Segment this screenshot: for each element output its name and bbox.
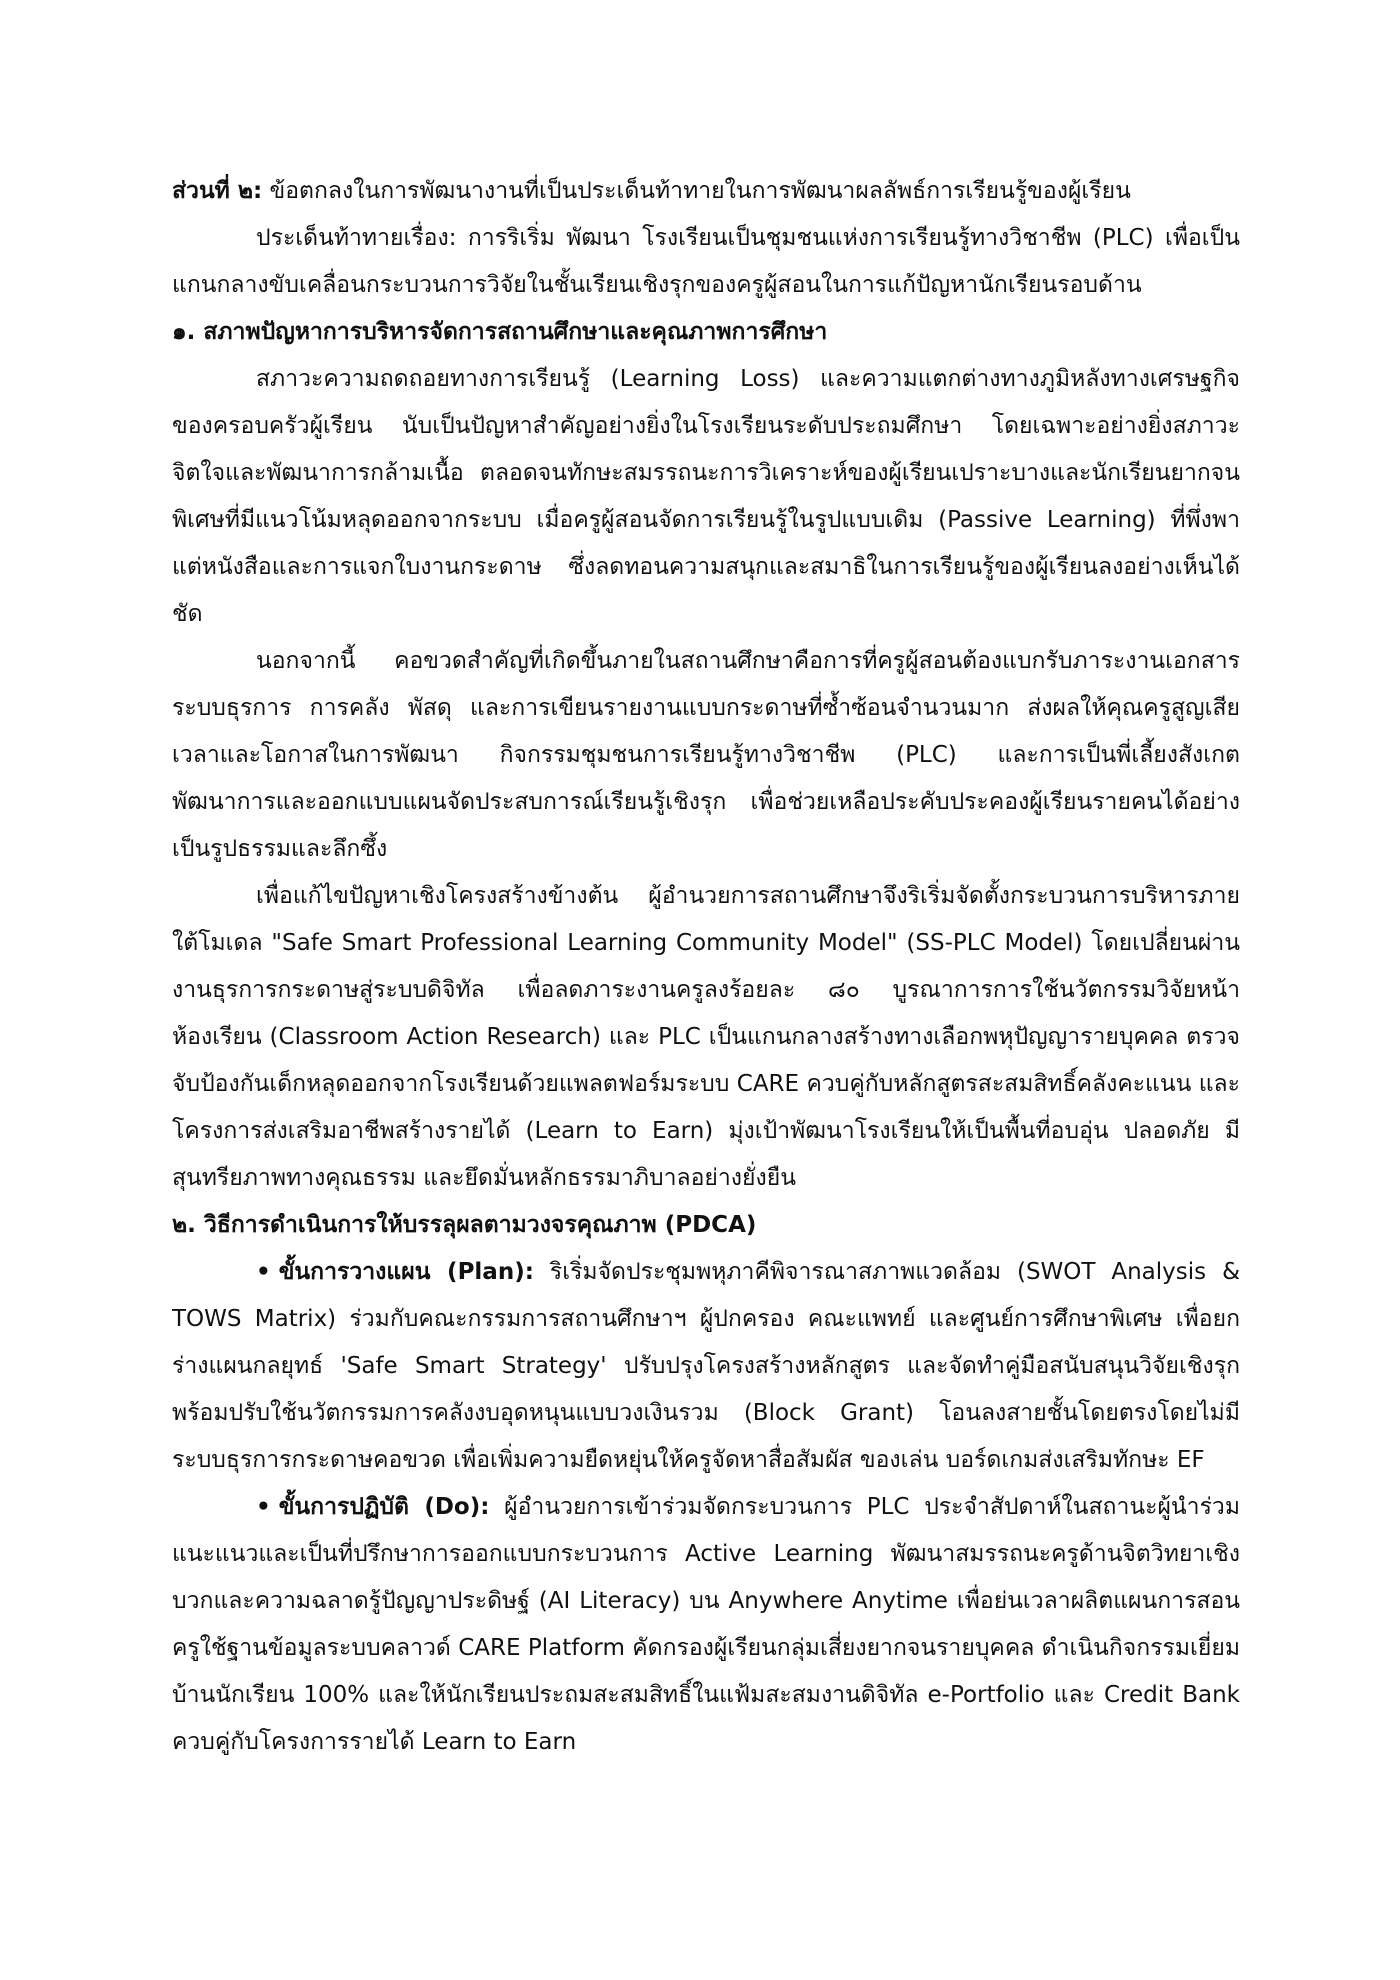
section-1-paragraph-1: สภาวะความถดถอยทางการเรียนรู้ (Learning Loss) และความแตกต่างทางภูมิหลังทางเศรษฐกิจของครอบครัวผู้เรียน นับเป็นปัญหาสำคัญอย่างยิ่งในโรงเรียนระดับประถมศึกษา โดยเฉพาะอย่างยิ่งสภาวะจิตใจและพัฒนาการกล้ามเนื้อ ตลอดจนทักษะสมรรถนะการวิเคราะห์ของผู้เรียนเปราะบางและนักเรียนยากจนพิเศษที่มีแนวโน้มหลุดออกจากระบบ เมื่อครูผู้สอนจัดการเรียนรู้ในรูปแบบเดิม (Passive Learning) ที่พึ่งพาแต่หนังสือและการแจกใบงานกระดาษ ซึ่งลดทอนความสนุกและสมาธิในการเรียนรู้ของผู้เรียนลงอย่างเห็นได้ชัด xyxy=(172,366,1240,627)
plan-paragraph xyxy=(172,1249,1240,1484)
section-1-title: ๑. สภาพปัญหาการบริหารจัดการสถานศึกษาและคุณภาพการศึกษา xyxy=(172,319,828,345)
do-paragraph xyxy=(172,1484,1240,1766)
document-body xyxy=(172,168,1240,1766)
plan-text: ริเริ่มจัดประชุมพหุภาคีพิจารณาสภาพแวดล้อม (SWOT Analysis & TOWS Matrix) ร่วมกับคณะกรรมการสถานศึกษาฯ ผู้ปกครอง คณะแพทย์ และศูนย์การศึกษาพิเศษ เพื่อยกร่างแผนกลยุทธ์ 'Safe Smart Strategy' ปรับปรุงโครงสร้างหลักสูตร และจัดทำคู่มือสนับสนุนวิจัยเชิงรุก พร้อมปรับใช้นวัตกรรมการคลังงบอุดหนุนแบบวงเงินรวม (Block Grant) โอนลงสายชั้นโดยตรงโดยไม่มีระบบธุรการกระดาษคอขวด เพื่อเพิ่มความยืดหยุ่นให้ครูจัดหาสื่อสัมผัส ของเล่น บอร์ดเกมส่งเสริมทักษะ EF xyxy=(172,1259,1241,1473)
plan-label: ขั้นการวางแผน (Plan): xyxy=(278,1259,534,1285)
challenge-paragraph: ประเด็นท้าทายเรื่อง: การริเริ่ม พัฒนา โรงเรียนเป็นชุมชนแห่งการเรียนรู้ทางวิชาชีพ (PLC) เพื่อเป็นแกนกลางขับเคลื่อนกระบวนการวิจัยในชั้นเรียนเชิงรุกของครูผู้สอนในการแก้ปัญหานักเรียนรอบด้าน xyxy=(172,225,1240,298)
part-heading-text: ข้อตกลงในการพัฒนางานที่เป็นประเด็นท้าทายในการพัฒนาผลลัพธ์การเรียนรู้ของผู้เรียน xyxy=(262,178,1131,204)
part-heading-label: ส่วนที่ ๒: xyxy=(172,178,263,204)
section-2-title: ๒. วิธีการดำเนินการให้บรรลุผลตามวงจรคุณภาพ (PDCA) xyxy=(172,1212,757,1238)
part-heading-line xyxy=(172,168,1240,215)
bullet-icon: • xyxy=(256,1494,271,1520)
section-1-paragraph-3: เพื่อแก้ไขปัญหาเชิงโครงสร้างข้างต้น ผู้อำนวยการสถานศึกษาจึงริเริ่มจัดตั้งกระบวนการบริหารภายใต้โมเดล "Safe Smart Professional Learning Community Model" (SS-PLC Model) โดยเปลี่ยนผ่านงานธุรการกระดาษสู่ระบบดิจิทัล เพื่อลดภาระงานครูลงร้อยละ ๘๐ บูรณาการการใช้นวัตกรรมวิจัยหน้าห้องเรียน (Classroom Action Research) และ PLC เป็นแกนกลางสร้างทางเลือกพหุปัญญารายบุคคล ตรวจจับป้องกันเด็กหลุดออกจากโรงเรียนด้วยแพลตฟอร์มระบบ CARE ควบคู่กับหลักสูตรสะสมสิทธิ์คลังคะแนน และโครงการส่งเสริมอาชีพสร้างรายได้ (Learn to Earn) มุ่งเป้าพัฒนาโรงเรียนให้เป็นพื้นที่อบอุ่น ปลอดภัย มีสุนทรียภาพทางคุณธรรม และยึดมั่นหลักธรรมาภิบาลอย่างยั่งยืน xyxy=(172,883,1240,1191)
do-label: ขั้นการปฏิบัติ (Do): xyxy=(278,1494,490,1520)
do-text: ผู้อำนวยการเข้าร่วมจัดกระบวนการ PLC ประจำสัปดาห์ในสถานะผู้นำร่วมแนะแนวและเป็นที่ปรึกษาการออกแบบกระบวนการ Active Learning พัฒนาสมรรถนะครูด้านจิตวิทยาเชิงบวกและความฉลาดรู้ปัญญาประดิษฐ์ (AI Literacy) บน Anywhere Anytime เพื่อย่นเวลาผลิตแผนการสอน ครูใช้ฐานข้อมูลระบบคลาวด์ CARE Platform คัดกรองผู้เรียนกลุ่มเสี่ยงยากจนรายบุคคล ดำเนินกิจกรรมเยี่ยมบ้านนักเรียน 100% และให้นักเรียนประถมสะสมสิทธิ์ในแฟ้มสะสมงานดิจิทัล e-Portfolio และ Credit Bank ควบคู่กับโครงการรายได้ Learn to Earn xyxy=(172,1494,1240,1755)
bullet-icon: • xyxy=(256,1259,271,1285)
section-1-paragraph-2: นอกจากนี้ คอขวดสำคัญที่เกิดขึ้นภายในสถานศึกษาคือการที่ครูผู้สอนต้องแบกรับภาระงานเอกสารระบบธุรการ การคลัง พัสดุ และการเขียนรายงานแบบกระดาษที่ซ้ำซ้อนจำนวนมาก ส่งผลให้คุณครูสูญเสียเวลาและโอกาสในการพัฒนา กิจกรรมชุมชนการเรียนรู้ทางวิชาชีพ (PLC) และการเป็นพี่เลี้ยงสังเกตพัฒนาการและออกแบบแผนจัดประสบการณ์เรียนรู้เชิงรุก เพื่อช่วยเหลือประคับประคองผู้เรียนรายคนได้อย่างเป็นรูปธรรมและลึกซึ้ง xyxy=(172,648,1240,862)
